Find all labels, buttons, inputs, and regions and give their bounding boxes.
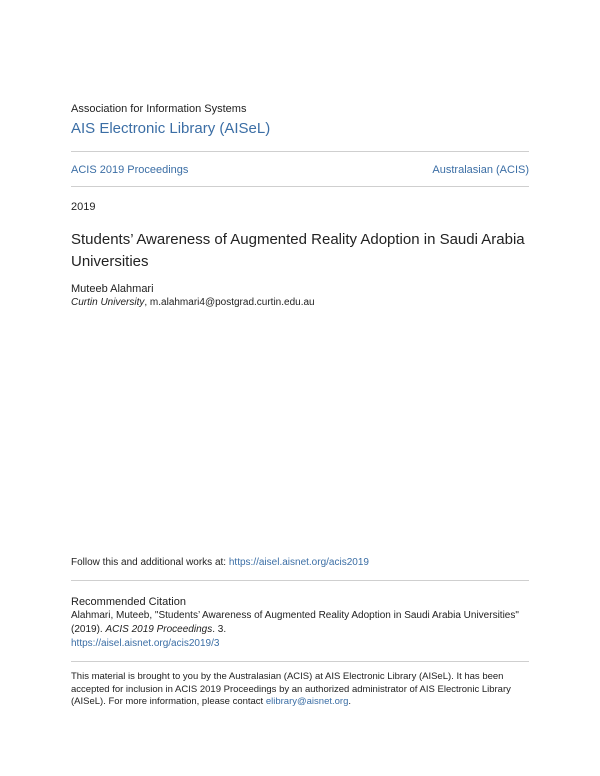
citation-number: . 3. [212,624,227,635]
author-email: m.alahmari4@postgrad.curtin.edu.au [149,297,315,308]
notice-end: . [348,696,351,707]
citation-link[interactable]: https://aisel.aisnet.org/acis2019/3 [71,638,220,649]
follow-link[interactable]: https://aisel.aisnet.org/acis2019 [228,557,369,568]
paper-author: Muteeb Alahmari [71,283,154,295]
contact-email-link[interactable]: elibrary@aisnet.org [265,696,349,707]
divider-top [71,151,529,152]
australasian-link[interactable]: Australasian (ACIS) [432,164,529,176]
citation-body [71,609,529,651]
divider-collection [71,186,529,187]
follow-text: Follow this and additional works at: [71,557,229,568]
author-affiliation: Curtin University, m.alahmari4@postgrad.curtin.edu.au [71,297,315,308]
paper-title: Students’ Awareness of Augmented Reality Adoption in Saudi Arabia Universities [71,231,525,270]
library-link[interactable]: AIS Electronic Library (AISeL) [71,120,271,137]
divider-citation [71,580,529,581]
divider-notice [71,661,529,662]
citation-line2 [71,623,529,637]
proceedings-link[interactable]: ACIS 2019 Proceedings [71,164,189,176]
notice-text [71,671,529,709]
citation-heading: Recommended Citation [71,596,186,608]
paper-year: 2019 [71,201,96,213]
citation-line1: Alahmari, Muteeb, "Students’ Awareness of Augmented Reality Adoption in Saudi Arabia Universities" [71,610,519,621]
follow-line [71,557,369,568]
organization-name: Association for Information Systems [71,103,247,115]
affiliation-name: Curtin University [71,297,145,308]
citation-year: (2019). [71,624,106,635]
notice-body: This material is brought to you by the Australasian (ACIS) at AIS Electronic Library (AISeL). It has been accepted for inclusion in ACIS 2019 Proceedings by an authorized administrator of AIS Electronic Library (AISeL). For more information, please contact [71,671,511,707]
citation-proceedings: ACIS 2019 Proceedings [105,624,213,635]
